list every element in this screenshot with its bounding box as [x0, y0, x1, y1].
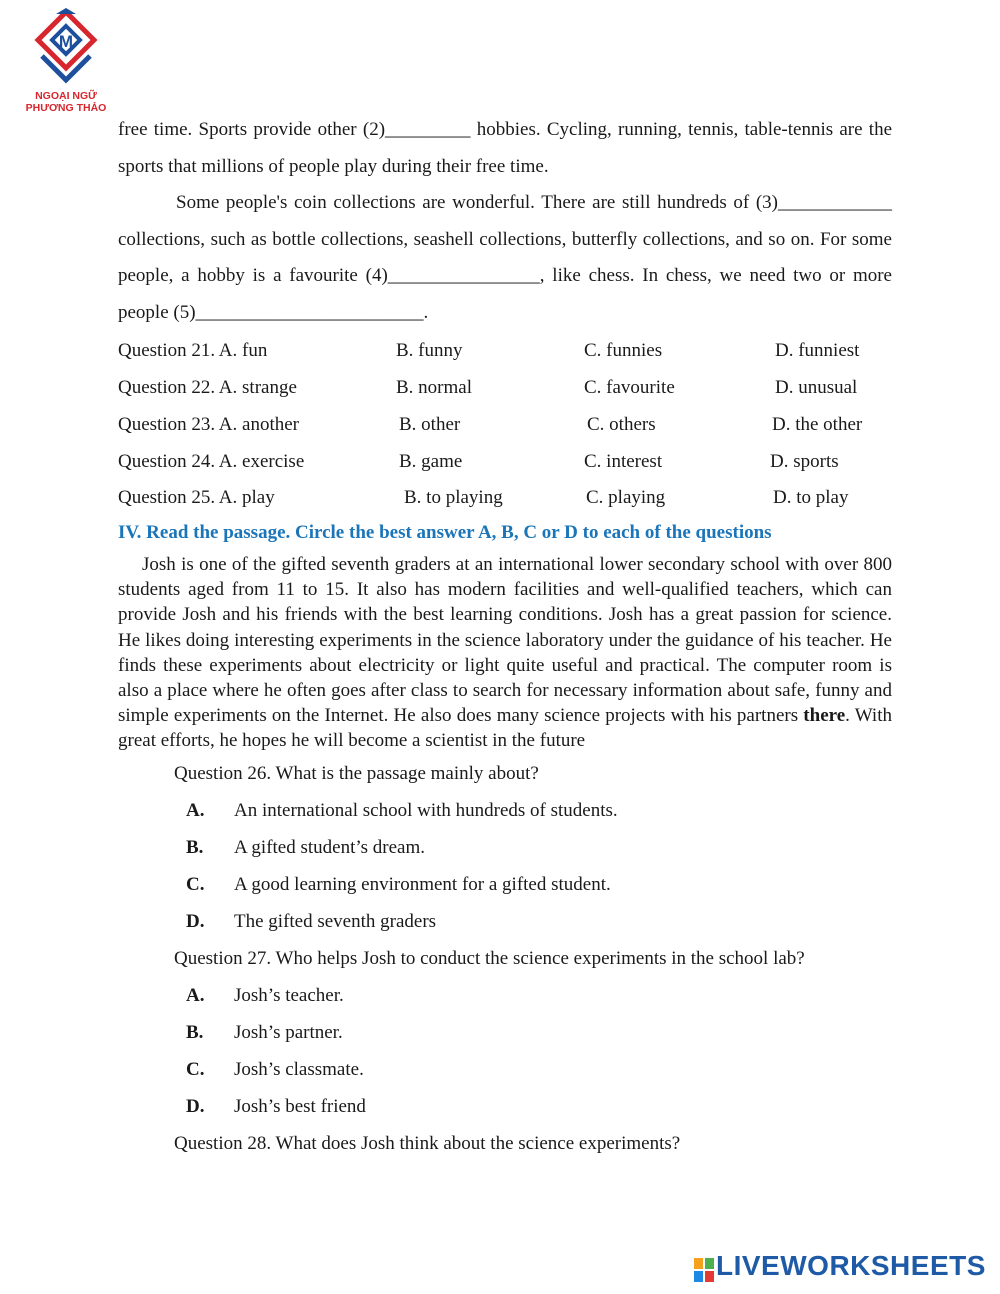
question-27-option-c[interactable]	[186, 1059, 364, 1081]
passage-text-after: . With great efforts, he hopes he will become a scientist in the future	[118, 705, 892, 752]
question-26-option-c[interactable]	[186, 874, 611, 896]
question-23-option-d[interactable]: D. the other	[772, 414, 863, 435]
question-25-option-a[interactable]: Question 25. A. play	[118, 487, 275, 508]
option-letter: A.	[186, 800, 205, 821]
logo-emblem-icon	[34, 8, 98, 88]
question-25-option-b[interactable]: B. to playing	[404, 487, 503, 508]
brand-name: LIVEWORKSHEETS	[716, 1250, 986, 1281]
question-24-option-b[interactable]: B. game	[399, 451, 463, 472]
question-27-option-d[interactable]	[186, 1096, 366, 1118]
option-text: A good learning environment for a gifted student.	[234, 874, 611, 895]
question-25-row	[118, 487, 898, 511]
question-23-option-c[interactable]: C. others	[587, 414, 656, 435]
question-21-option-d[interactable]: D. funniest	[775, 340, 860, 361]
question-23-option-b[interactable]: B. other	[399, 414, 461, 435]
passage-paragraph-2: Some people's coin collections are wonderful. There are still hundreds of (3)____________ collections, such as bottle collections, seashell collections, butterfly collections, and so on. For some people, a hobby is a favourite (4)________________, like chess. In chess, we need two or more people (5)________________________.	[118, 192, 892, 323]
section-4-heading: IV. Read the passage. Circle the best answer A, B, C or D to each of the questions	[118, 522, 772, 543]
publisher-logo	[14, 8, 118, 118]
svg-text:M: M	[58, 32, 74, 51]
option-letter: C.	[186, 1059, 205, 1080]
option-letter: B.	[186, 837, 204, 858]
section-4-passage	[118, 552, 892, 754]
question-22-option-d[interactable]: D. unusual	[775, 377, 858, 398]
question-25-option-c[interactable]: C. playing	[586, 487, 666, 508]
option-text: Josh’s best friend	[234, 1096, 366, 1117]
logo-line-1: NGOẠI NGỮ	[35, 90, 97, 102]
question-21-option-a[interactable]: Question 21. A. fun	[118, 340, 268, 361]
option-text: Josh’s teacher.	[234, 985, 344, 1006]
option-text: Josh’s classmate.	[234, 1059, 364, 1080]
option-letter: A.	[186, 985, 205, 1006]
logo-line-2: PHƯƠNG THẢO	[25, 102, 107, 114]
option-letter: C.	[186, 874, 205, 895]
passage-text-before: Josh is one of the gifted seventh graders at an international lower secondary school with over 800 students aged from 11 to 15. It also has modern facilities and well-qualified teachers, which can provide Josh and his friends with the best learning conditions. Josh has a great passion for science. He likes doing interesting experiments in the science laboratory under the guidance of his teacher. He finds these experiments about electricity or light quite useful and practical. The computer room is also a place where he often goes after class to search for necessary information about safe, funny and simple experiments on the Internet. He also does many science projects with his partners	[118, 554, 892, 727]
question-22-option-c[interactable]: C. favourite	[584, 377, 675, 398]
question-28-text: Question 28. What does Josh think about the science experiments?	[174, 1133, 681, 1154]
option-letter: D.	[186, 1096, 205, 1117]
option-text: The gifted seventh graders	[234, 911, 437, 932]
question-21-option-c[interactable]: C. funnies	[584, 340, 663, 361]
question-26-option-b[interactable]	[186, 837, 425, 859]
question-24-option-a[interactable]: Question 24. A. exercise	[118, 451, 305, 472]
question-27-option-b[interactable]	[186, 1022, 343, 1044]
question-27-text: Question 27. Who helps Josh to conduct the science experiments in the school lab?	[174, 948, 805, 969]
question-21-row	[118, 340, 898, 364]
question-21-option-b[interactable]: B. funny	[396, 340, 463, 361]
option-letter: D.	[186, 911, 205, 932]
question-24-option-d[interactable]: D. sports	[770, 451, 839, 472]
option-letter: B.	[186, 1022, 204, 1043]
question-22-option-b[interactable]: B. normal	[396, 377, 472, 398]
question-23-option-a[interactable]: Question 23. A. another	[118, 414, 300, 435]
question-25-option-d[interactable]: D. to play	[773, 487, 849, 508]
question-26-option-a[interactable]	[186, 800, 618, 822]
question-24-option-c[interactable]: C. interest	[584, 451, 663, 472]
option-text: Josh’s partner.	[234, 1022, 343, 1043]
question-24-row	[118, 451, 898, 475]
question-22-option-a[interactable]: Question 22. A. strange	[118, 377, 297, 398]
question-26-option-d[interactable]	[186, 911, 436, 933]
question-27-option-a[interactable]	[186, 985, 344, 1007]
option-text: An international school with hundreds of students.	[234, 800, 618, 821]
question-26-text: Question 26. What is the passage mainly about?	[174, 763, 539, 784]
option-text: A gifted student’s dream.	[234, 837, 426, 858]
question-22-row	[118, 377, 898, 401]
question-23-row	[118, 414, 898, 438]
liveworksheets-icon	[694, 1258, 714, 1282]
passage-bold-word: there	[803, 705, 846, 727]
passage-paragraph-1: free time. Sports provide other (2)_________ hobbies. Cycling, running, tennis, table-tennis are the sports that millions of people play during their free time.	[118, 119, 892, 177]
